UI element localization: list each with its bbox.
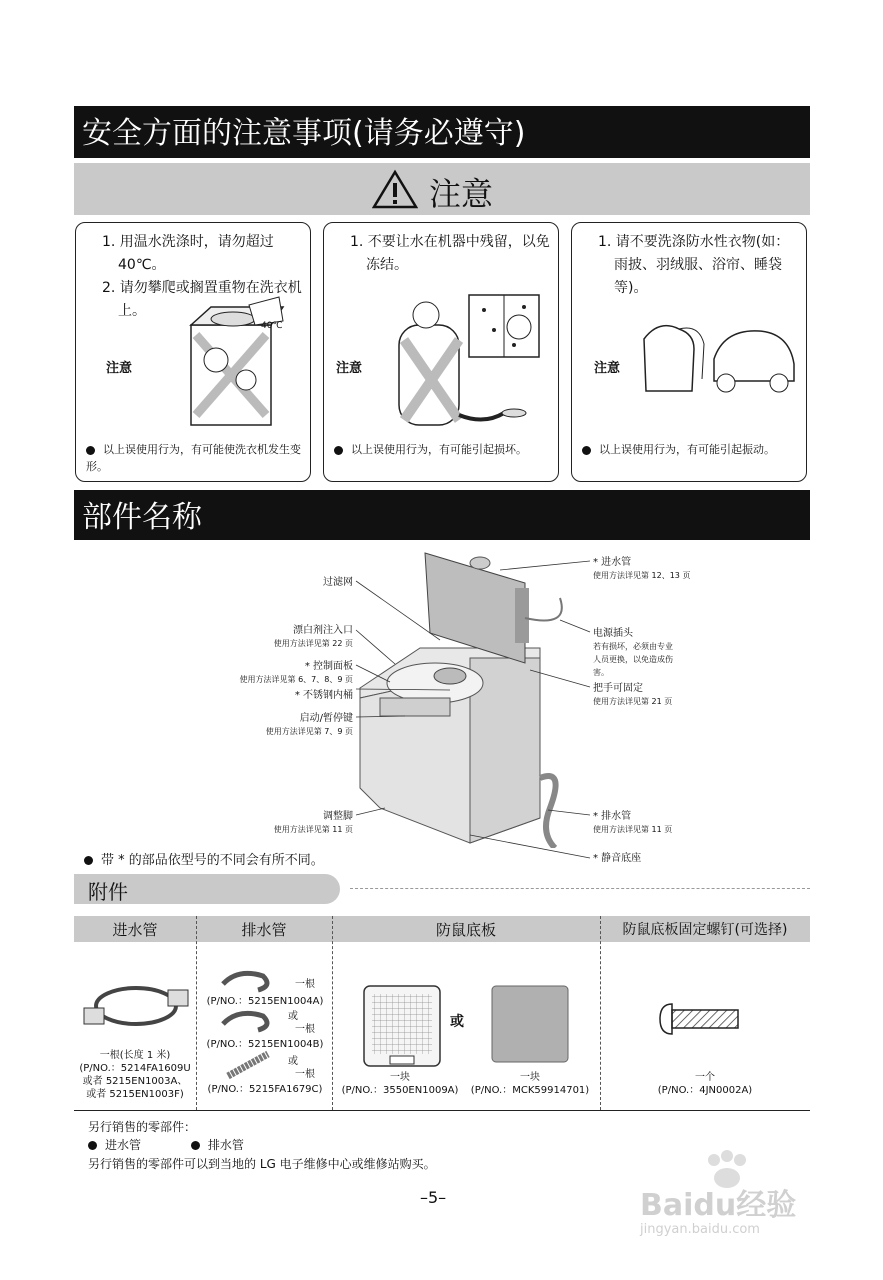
- mesh-plate-illustration: [362, 984, 442, 1068]
- solid-plate-illustration: [490, 984, 570, 1064]
- caution-banner: [74, 163, 810, 215]
- parts-title-bar: [74, 490, 810, 540]
- label-tub: * 不锈钢内桶: [294, 690, 353, 701]
- accessories-title-pill: [74, 874, 340, 904]
- header-plate: 防鼠底板: [435, 921, 496, 939]
- bullet-icon: [191, 1141, 200, 1150]
- inlet-hose-illustration: [82, 980, 190, 1035]
- label-inlet-hose: * 进水管 使用方法详见第 12、13 页: [593, 557, 691, 580]
- bullet-icon: [88, 1141, 97, 1150]
- watermark-url: jingyan.baidu.com: [640, 1222, 760, 1237]
- leader-lines: [0, 540, 883, 880]
- caution-note: 以上误使用行为，有可能引起振动。: [582, 441, 797, 458]
- label-power-plug: 电源插头 若有损坏，必须由专业 人员更换，以免造成伤 害。: [593, 628, 673, 677]
- caution-item: 2. 请勿攀爬或搁置重物在洗衣机上。: [102, 280, 302, 319]
- column-divider: [196, 916, 197, 1110]
- caution-box-label: 注意: [594, 361, 621, 376]
- drain-pno: (P/NO.：5215EN1004B): [206, 1039, 324, 1050]
- label-drain-hose: * 排水管 使用方法详见第 11 页: [593, 811, 673, 834]
- accessories-header: [74, 916, 810, 942]
- drain-qty: 一根: [295, 1024, 315, 1035]
- bullet-icon: [582, 446, 591, 455]
- drain-hose-illustration: [218, 966, 278, 1086]
- header-drain: 排水管: [241, 921, 287, 939]
- caution-item: 1. 请不要洗涤防水性衣物(如：雨披、羽绒服、浴帘、睡袋等)。: [598, 234, 790, 296]
- inlet-hose-info: 一根(长度 1 米) (P/NO.：5214FA1609U 或者 5215EN1003A、 或者 5215EN1003F): [79, 1050, 191, 1100]
- drain-pno: (P/NO.：5215FA1679C): [207, 1084, 323, 1095]
- parts-title: 部件名称: [82, 500, 202, 535]
- temperature-tag: 40℃: [261, 321, 283, 331]
- header-inlet: 进水管: [112, 921, 158, 939]
- safety-title: 安全方面的注意事项(请务必遵守): [82, 116, 526, 151]
- frozen-water-illustration: [374, 285, 554, 435]
- bullet-icon: [334, 446, 343, 455]
- safety-title-bar: [74, 106, 810, 158]
- watermark-brand: Baidu经验: [640, 1188, 797, 1223]
- drain-or: 或: [288, 1011, 298, 1022]
- drain-pno: (P/NO.：5215EN1004A): [206, 996, 324, 1007]
- screw-illustration: [658, 1002, 742, 1036]
- label-control-panel: * 控制面板 使用方法详见第 6、7、8、9 页: [239, 661, 353, 684]
- sold-title: 另行销售的零部件：: [88, 1120, 197, 1134]
- parts-note: 带 * 的部品依型号的不同会有所不同。: [84, 849, 324, 868]
- caution-item: 1. 用温水洗涤时，请勿超过40℃。: [102, 234, 274, 273]
- sold-note: 另行销售的零部件可以到当地的 LG 电子维修中心或维修站购买。: [88, 1157, 436, 1171]
- label-start-button: 启动/暂停键 使用方法详见第 7、9 页: [265, 713, 353, 736]
- caution-box-1: [75, 222, 311, 482]
- caution-note: 以上误使用行为，有可能引起损坏。: [334, 441, 549, 458]
- caution-label: 注意: [429, 175, 494, 213]
- caution-box-2: [323, 222, 559, 482]
- warning-icon: [372, 169, 418, 209]
- label-bleach: 漂白剂注入口 使用方法详见第 22 页: [273, 625, 353, 648]
- caution-note: 以上误使用行为，有可能使洗衣机发生变形。: [86, 443, 301, 473]
- caution-box-3: [571, 222, 807, 482]
- caution-item: 1. 不要让水在机器中残留，以免冻结。: [350, 234, 550, 273]
- label-feet: 调整脚 使用方法详见第 11 页: [273, 811, 353, 834]
- bullet-icon: [84, 856, 93, 865]
- header-screw: 防鼠底板固定螺钉(可选择): [622, 922, 788, 938]
- drain-or: 或: [288, 1056, 298, 1067]
- bullet-icon: [86, 446, 95, 455]
- plate1-info: 一块 (P/NO.：3550EN1009A): [341, 1072, 459, 1096]
- label-base: * 静音底座: [593, 853, 642, 864]
- column-divider: [332, 916, 333, 1110]
- table-bottom-line: [74, 1110, 810, 1111]
- drain-qty: 一根: [295, 979, 315, 990]
- label-filter: 过滤网: [323, 577, 353, 588]
- caution-box-label: 注意: [336, 361, 363, 376]
- caution-box-label: 注意: [106, 361, 133, 376]
- page-number: –5–: [420, 1188, 447, 1207]
- watermark: [640, 1150, 840, 1250]
- plate2-info: 一块 (P/NO.：MCK59914701): [470, 1072, 590, 1096]
- accessories-title: 附件: [88, 880, 128, 904]
- label-handle: 把手可固定 使用方法详见第 21 页: [593, 683, 673, 706]
- divider: [350, 888, 810, 889]
- screw-info: 一个 (P/NO.：4JN0002A): [657, 1072, 753, 1096]
- drain-qty: 一根: [295, 1069, 315, 1080]
- sold-items: 进水管 排水管: [88, 1136, 244, 1153]
- waterproof-clothes-illustration: [634, 319, 804, 399]
- washer-climb-illustration: [171, 295, 291, 435]
- plate-or: 或: [450, 1014, 464, 1030]
